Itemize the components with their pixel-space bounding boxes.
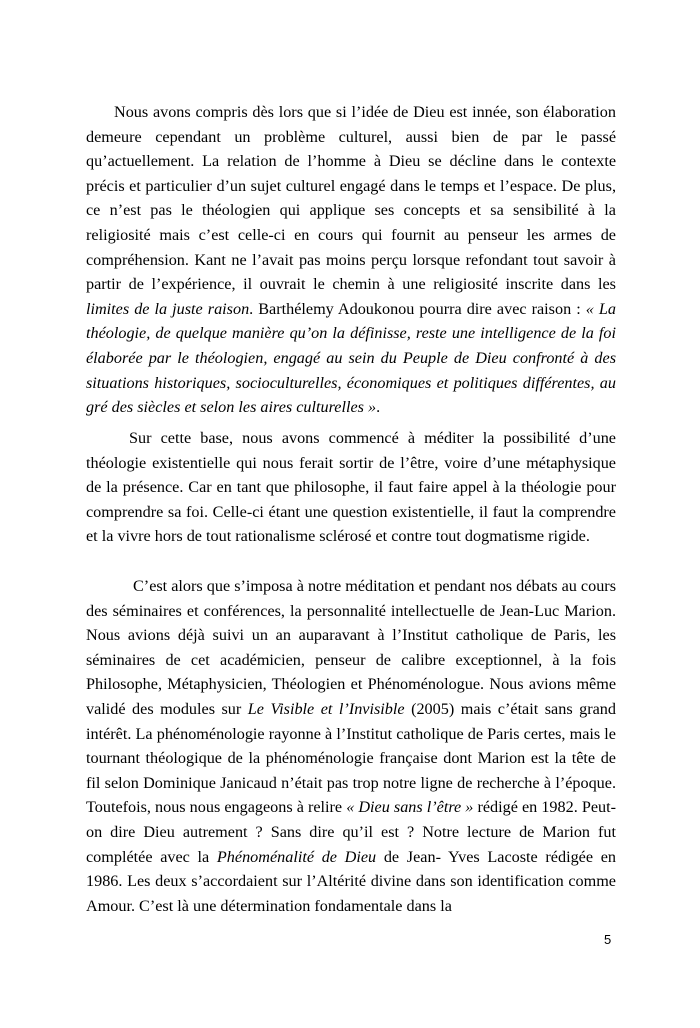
- italic-phenomenalite-de-dieu: Phénoménalité de Dieu: [216, 847, 377, 866]
- italic-limites-de-la-juste-raison: limites de la juste raison: [86, 299, 250, 318]
- quote-adoukonou: « La théologie, de quelque manière qu’on la définisse, reste une intelligence de la foi élaborée par le théologien, engagé au sein du Peuple de Dieu confronté à des situations historiques, socioculturelles, économiques et politiques différentes, au gré des siècles et selon les aires culturelles »: [86, 299, 617, 417]
- paragraph-3-text-4: de Jean- Yves Lacoste rédigée en 1986. Les deux s’accordaient sur l’Altérité divine dans son identification comme Amour. C’est là une détermination fondamentale dans la: [86, 847, 617, 915]
- paragraph-3-text: C’est alors que s’imposa à notre méditation et pendant nos débats au cours des séminaires et conférences, la personnalité intellectuelle de Jean-Luc Marion. Nous avions déjà suivi un an auparavant à l’Institut catholique de Paris, les séminaires de cet académicien, penseur de calibre exceptionnel, à la fois Philosophe, Métaphysicien, Théologien et Phénoménologue. Nous avions même validé des modules sur: [86, 577, 616, 718]
- paragraph-2-text: Sur cette base, nous avons commencé à méditer la possibilité d’une théologie existentielle qui nous ferait sortir de l’être, voire d’une métaphysique de la présence. Car en tant que philosophe, il faut faire appel à la théologie pour comprendre sa foi. Celle-ci étant une question existentielle, il faut la comprendre et la vivre hors de tout rationalisme sclérosé et contre tout dogmatisme rigide.: [86, 429, 616, 546]
- italic-dieu-sans-letre: « Dieu sans l’être »: [346, 798, 474, 817]
- page-number: 5: [604, 932, 612, 947]
- italic-le-visible-et-linvisible: Le Visible et l’Invisible: [247, 699, 405, 718]
- paragraph-3-text-2: (2005) mais c’était sans grand intérêt. La phénoménologie rayonne à l’Institut catholique de Paris certes, mais le tournant théologique de la phénoménologie française dont Marion est la tête de fil selon Dominique Janicaud n’était pas trop notre ligne de recherche à l’époque. Toutefois, nous nous engageons à relire: [86, 699, 616, 817]
- paragraph-3-text-3: rédigé en 1982. Peut-on dire Dieu autrement ? Sans dire qu’il est ? Notre lecture de Marion fut complétée avec la: [86, 798, 616, 866]
- paragraph-3: [86, 574, 616, 918]
- paragraph-1-text: Nous avons compris dès lors que si l’idée de Dieu est innée, son élaboration demeure cependant un problème culturel, aussi bien de par le passé qu’actuellement. La relation de l’homme à Dieu se décline dans le contexte précis et particulier d’un sujet culturel engagé dans le temps et l’espace. De plus, ce n’est pas le théologien qui applique ses concepts et sa sensibilité à la religiosité mais c’est celle-ci en cours qui fournit au penseur les armes de compréhension. Kant ne l’avait pas moins perçu lorsque refondant tout savoir à partir de l’expérience, il ouvrait le chemin à une religiosité inscrite dans les: [86, 103, 616, 294]
- paragraph-1: [86, 100, 616, 420]
- paragraph-2: [86, 426, 616, 549]
- paragraph-1-text-2: . Barthélemy Adoukonou pourra dire avec raison :: [249, 299, 586, 318]
- paragraph-1-end: .: [376, 398, 381, 417]
